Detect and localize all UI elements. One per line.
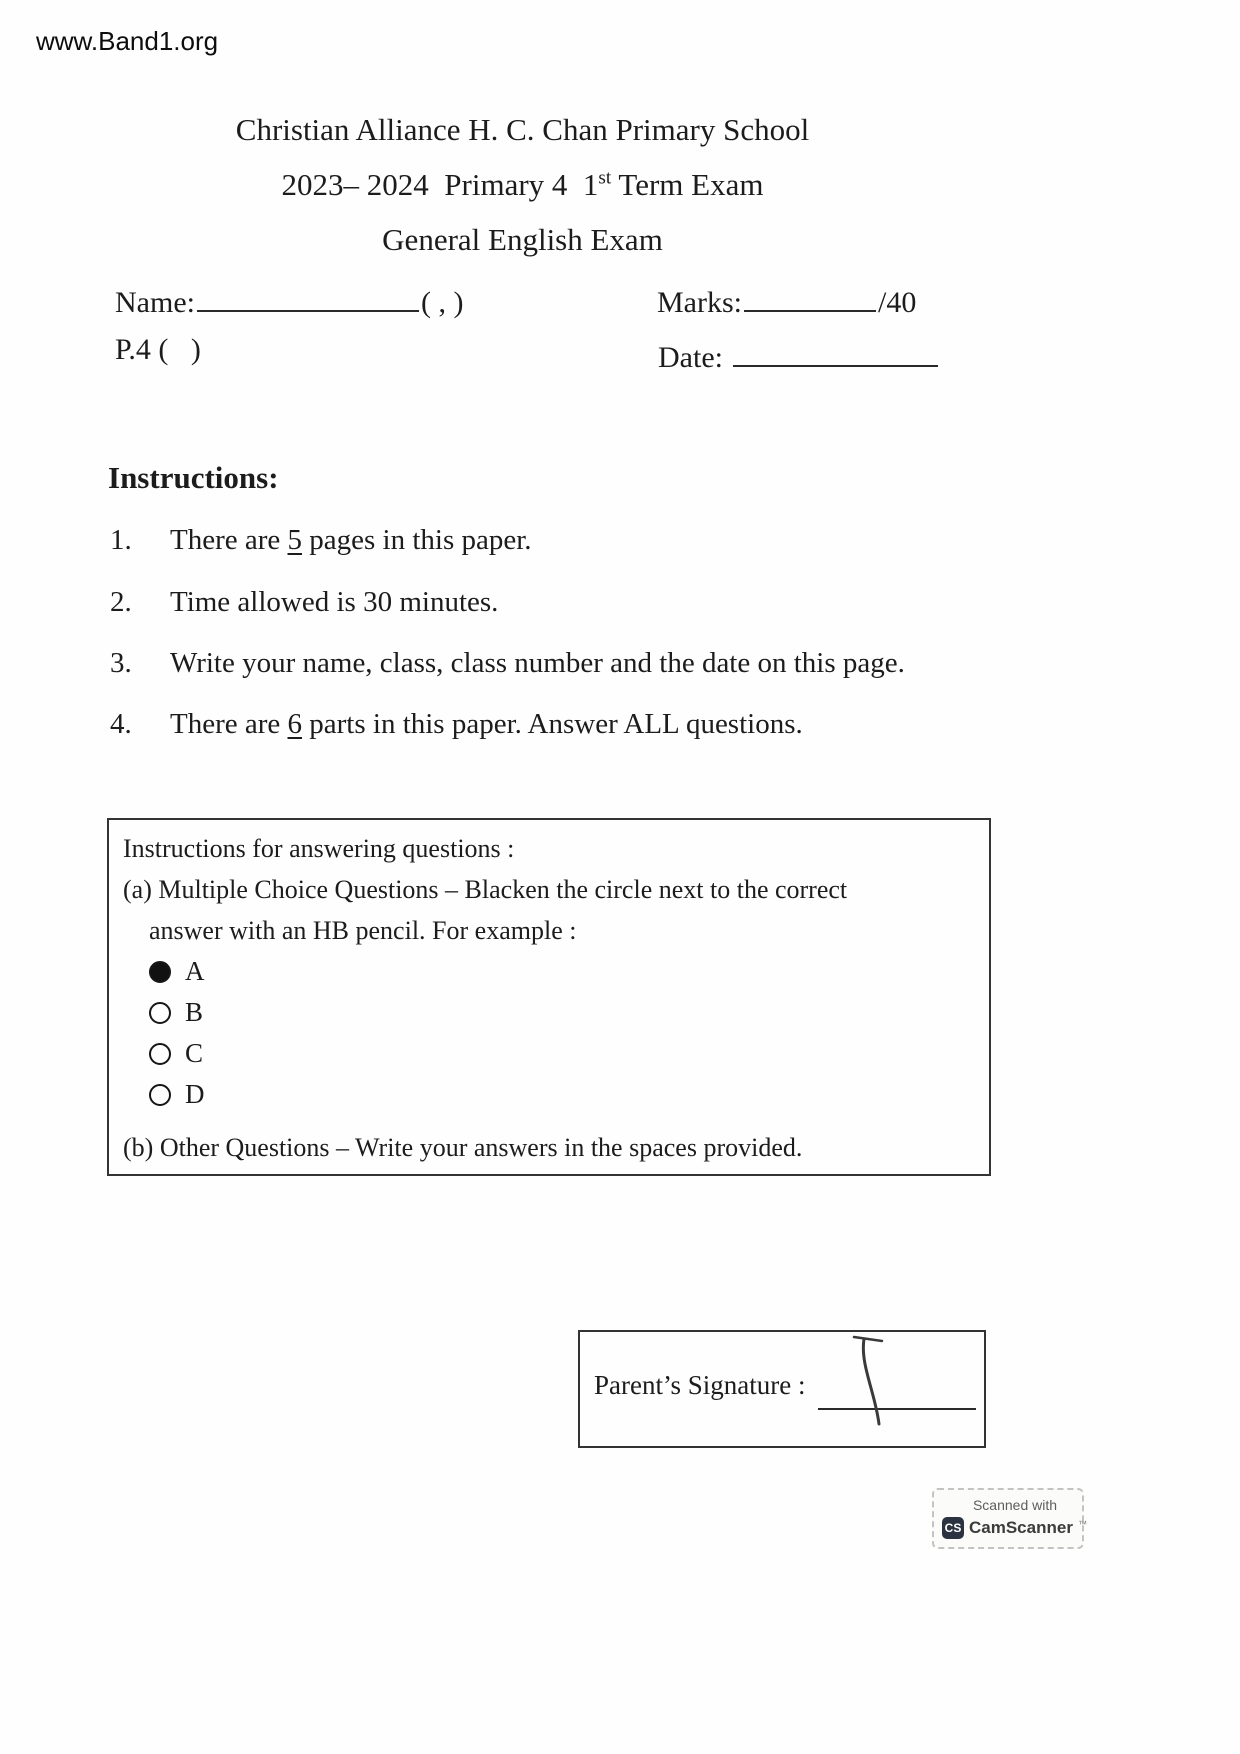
marks-label: Marks: (657, 286, 742, 319)
option-label: D (185, 1079, 205, 1109)
instruction-number: 3. (110, 647, 132, 679)
school-name: Christian Alliance H. C. Chan Primary School (235, 112, 810, 147)
watermark-text: www.Band1.org (36, 26, 219, 56)
mc-option-a (149, 951, 975, 992)
option-label: C (185, 1038, 204, 1068)
instruction-text: Write your name, class, class number and the date on this page. (170, 647, 905, 679)
part-a-line2: answer with an HB pencil. For example : (149, 916, 577, 945)
mc-option-d (149, 1074, 975, 1115)
instruction-number: 1. (110, 524, 132, 556)
option-circle-empty (149, 1002, 171, 1024)
parent-signature-box (578, 1330, 986, 1448)
option-circle-empty (149, 1084, 171, 1106)
part-a-line1: (a) Multiple Choice Questions – Blacken the circle next to the correct (123, 875, 848, 904)
instruction-number: 2. (110, 586, 132, 618)
option-label: B (185, 997, 204, 1027)
answering-instructions-box (107, 818, 991, 1176)
instruction-text: Time allowed is 30 minutes. (170, 586, 499, 618)
class-field-group (115, 333, 201, 377)
option-label: A (185, 956, 205, 986)
instruction-text: There are 5 pages in this paper. (170, 524, 532, 556)
date-label: Date: (658, 341, 723, 374)
camscanner-badge (932, 1488, 1087, 1549)
option-circle-filled (149, 961, 171, 983)
scanned-with-text: Scanned with (972, 1497, 1058, 1513)
exam-title: General English Exam (382, 222, 663, 257)
parent-signature-label: Parent’s Signature : (594, 1370, 806, 1400)
date-field-group (658, 333, 940, 377)
term-line (0, 167, 1045, 203)
ordinal-suffix: st (598, 167, 612, 189)
term-line-pre: 2023– 2024 Primary 4 1 (281, 167, 599, 202)
marks-total: /40 (878, 286, 917, 319)
camscanner-brand-text: CamScanner (969, 1518, 1073, 1537)
marks-field-group (657, 278, 916, 322)
part-b-line: (b) Other Questions – Write your answers in the spaces provided. (123, 1133, 803, 1162)
name-note: ( , ) (420, 286, 464, 319)
camscanner-brand-row (942, 1517, 1087, 1539)
trademark-symbol: ™ (1077, 1519, 1087, 1529)
mc-option-c (149, 1033, 975, 1074)
mc-option-b (149, 992, 975, 1033)
handwritten-signature-stroke (848, 1332, 908, 1432)
marks-blank-line (744, 278, 876, 312)
name-field-group (115, 278, 463, 322)
option-circle-empty (149, 1043, 171, 1065)
instruction-text: There are 6 parts in this paper. Answer ALL questions. (170, 708, 803, 740)
date-blank-line (733, 333, 938, 367)
answer-box-title: Instructions for answering questions : (123, 834, 515, 863)
name-label: Name: (115, 286, 195, 319)
instruction-number: 4. (110, 708, 132, 740)
class-label: P.4 ( ) (115, 333, 201, 366)
camscanner-icon: CS (942, 1517, 964, 1539)
term-line-post: Term Exam (611, 167, 764, 202)
name-blank-line (197, 278, 419, 312)
instructions-heading: Instructions: (108, 460, 279, 495)
